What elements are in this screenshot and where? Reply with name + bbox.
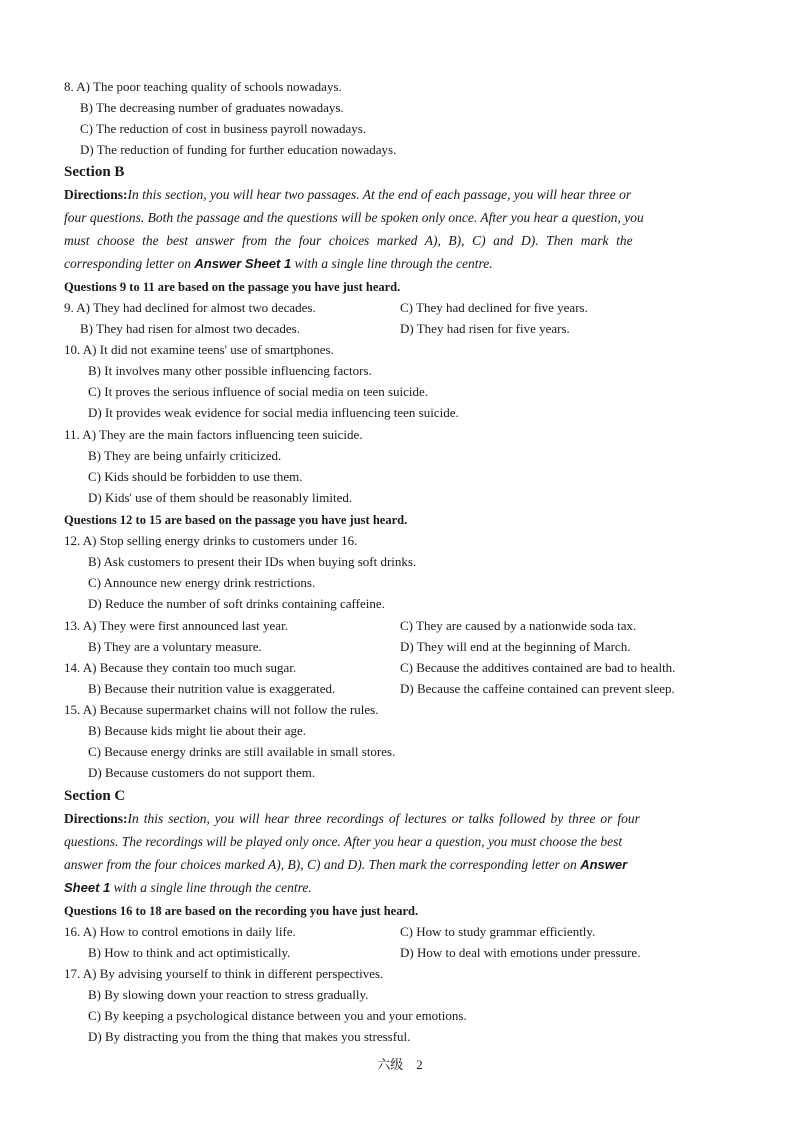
section-c-directions-line-2: questions. The recordings will be played only once. After you hear a question, you must choose the best <box>64 834 623 849</box>
q8-option-c: C) The reduction of cost in business payroll nowadays. <box>80 121 367 136</box>
questions-12-15-heading: Questions 12 to 15 are based on the passage you have just heard. <box>64 513 408 527</box>
q14-option-a: 14. A) Because they contain too much sugar. <box>64 660 297 675</box>
q14-option-b: B) Because their nutrition value is exaggerated. <box>88 681 336 696</box>
section-c-directions-line-3: answer from the four choices marked A), B), C) and D). Then mark the corresponding letter on Answer <box>64 857 628 872</box>
q15-option-c: C) Because energy drinks are still available in small stores. <box>88 744 396 759</box>
q17-option-c: C) By keeping a psychological distance between you and your emotions. <box>88 1008 467 1023</box>
answer-sheet-label: Answer <box>580 857 628 872</box>
q8-option-a: 8. A) The poor teaching quality of schools nowadays. <box>64 79 342 94</box>
q12-option-d: D) Reduce the number of soft drinks containing caffeine. <box>88 596 385 611</box>
q14-option-c: C) Because the additives contained are bad to health. <box>400 660 676 675</box>
q16-option-b: B) How to think and act optimistically. <box>88 945 291 960</box>
questions-9-11-heading: Questions 9 to 11 are based on the passage you have just heard. <box>64 280 401 294</box>
q15-option-b: B) Because kids might lie about their age. <box>88 723 307 738</box>
section-b-directions-line-3: must choose the best answer from the four choices marked A), B), C) and D). Then mark the <box>64 233 633 248</box>
q9-option-d: D) They had risen for five years. <box>400 321 570 336</box>
q17-option-a: 17. A) By advising yourself to think in different perspectives. <box>64 966 384 981</box>
q11-option-a: 11. A) They are the main factors influencing teen suicide. <box>64 427 363 442</box>
section-b-directions-line-2: four questions. Both the passage and the questions will be spoken only once. After you hear a question, you <box>64 210 644 225</box>
questions-16-18-heading: Questions 16 to 18 are based on the recording you have just heard. <box>64 904 419 918</box>
q10-option-a: 10. A) It did not examine teens' use of smartphones. <box>64 342 334 357</box>
q13-option-c: C) They are caused by a nationwide soda tax. <box>400 618 637 633</box>
q17-option-b: B) By slowing down your reaction to stress gradually. <box>88 987 369 1002</box>
section-b-directions-line-4: corresponding letter on Answer Sheet 1 with a single line through the centre. <box>64 256 493 271</box>
q14-option-d: D) Because the caffeine contained can prevent sleep. <box>400 681 675 696</box>
directions-label: Directions: <box>64 811 128 826</box>
q8-option-d: D) The reduction of funding for further education nowadays. <box>80 142 397 157</box>
q10-option-c: C) It proves the serious influence of social media on teen suicide. <box>88 384 429 399</box>
q16-option-d: D) How to deal with emotions under pressure. <box>400 945 641 960</box>
section-b-directions-line-1: Directions:In this section, you will hear two passages. At the end of each passage, you will hear three or <box>64 187 632 202</box>
section-c-directions-line-4: Sheet 1 with a single line through the centre. <box>64 880 312 895</box>
q10-option-b: B) It involves many other possible influencing factors. <box>88 363 372 378</box>
q15-option-a: 15. A) Because supermarket chains will not follow the rules. <box>64 702 379 717</box>
q11-option-c: C) Kids should be forbidden to use them. <box>88 469 303 484</box>
directions-label: Directions: <box>64 187 128 202</box>
q11-option-d: D) Kids' use of them should be reasonably limited. <box>88 490 353 505</box>
answer-sheet-label: Answer Sheet 1 <box>194 256 292 271</box>
q9-option-a: 9. A) They had declined for almost two decades. <box>64 300 316 315</box>
q9-option-b: B) They had risen for almost two decades. <box>80 321 300 336</box>
q8-option-b: B) The decreasing number of graduates nowadays. <box>80 100 344 115</box>
section-c-title: Section C <box>64 788 126 804</box>
q12-option-c: C) Announce new energy drink restrictions. <box>88 575 316 590</box>
q13-option-a: 13. A) They were first announced last year. <box>64 618 288 633</box>
q13-option-b: B) They are a voluntary measure. <box>88 639 262 654</box>
page-footer: 六级 2 <box>377 1057 423 1072</box>
q11-option-b: B) They are being unfairly criticized. <box>88 448 282 463</box>
section-b-title: Section B <box>64 164 125 180</box>
q12-option-a: 12. A) Stop selling energy drinks to customers under 16. <box>64 533 358 548</box>
q10-option-d: D) It provides weak evidence for social media influencing teen suicide. <box>88 405 459 420</box>
q15-option-d: D) Because customers do not support them. <box>88 765 316 780</box>
q13-option-d: D) They will end at the beginning of March. <box>400 639 631 654</box>
q17-option-d: D) By distracting you from the thing that makes you stressful. <box>88 1029 411 1044</box>
section-c-directions-line-1: Directions:In this section, you will hear three recordings of lectures or talks followed by three or four <box>64 811 640 826</box>
q9-option-c: C) They had declined for five years. <box>400 300 588 315</box>
q12-option-b: B) Ask customers to present their IDs when buying soft drinks. <box>88 554 417 569</box>
q16-option-c: C) How to study grammar efficiently. <box>400 924 596 939</box>
q16-option-a: 16. A) How to control emotions in daily life. <box>64 924 296 939</box>
answer-sheet-label: Sheet 1 <box>64 880 111 895</box>
